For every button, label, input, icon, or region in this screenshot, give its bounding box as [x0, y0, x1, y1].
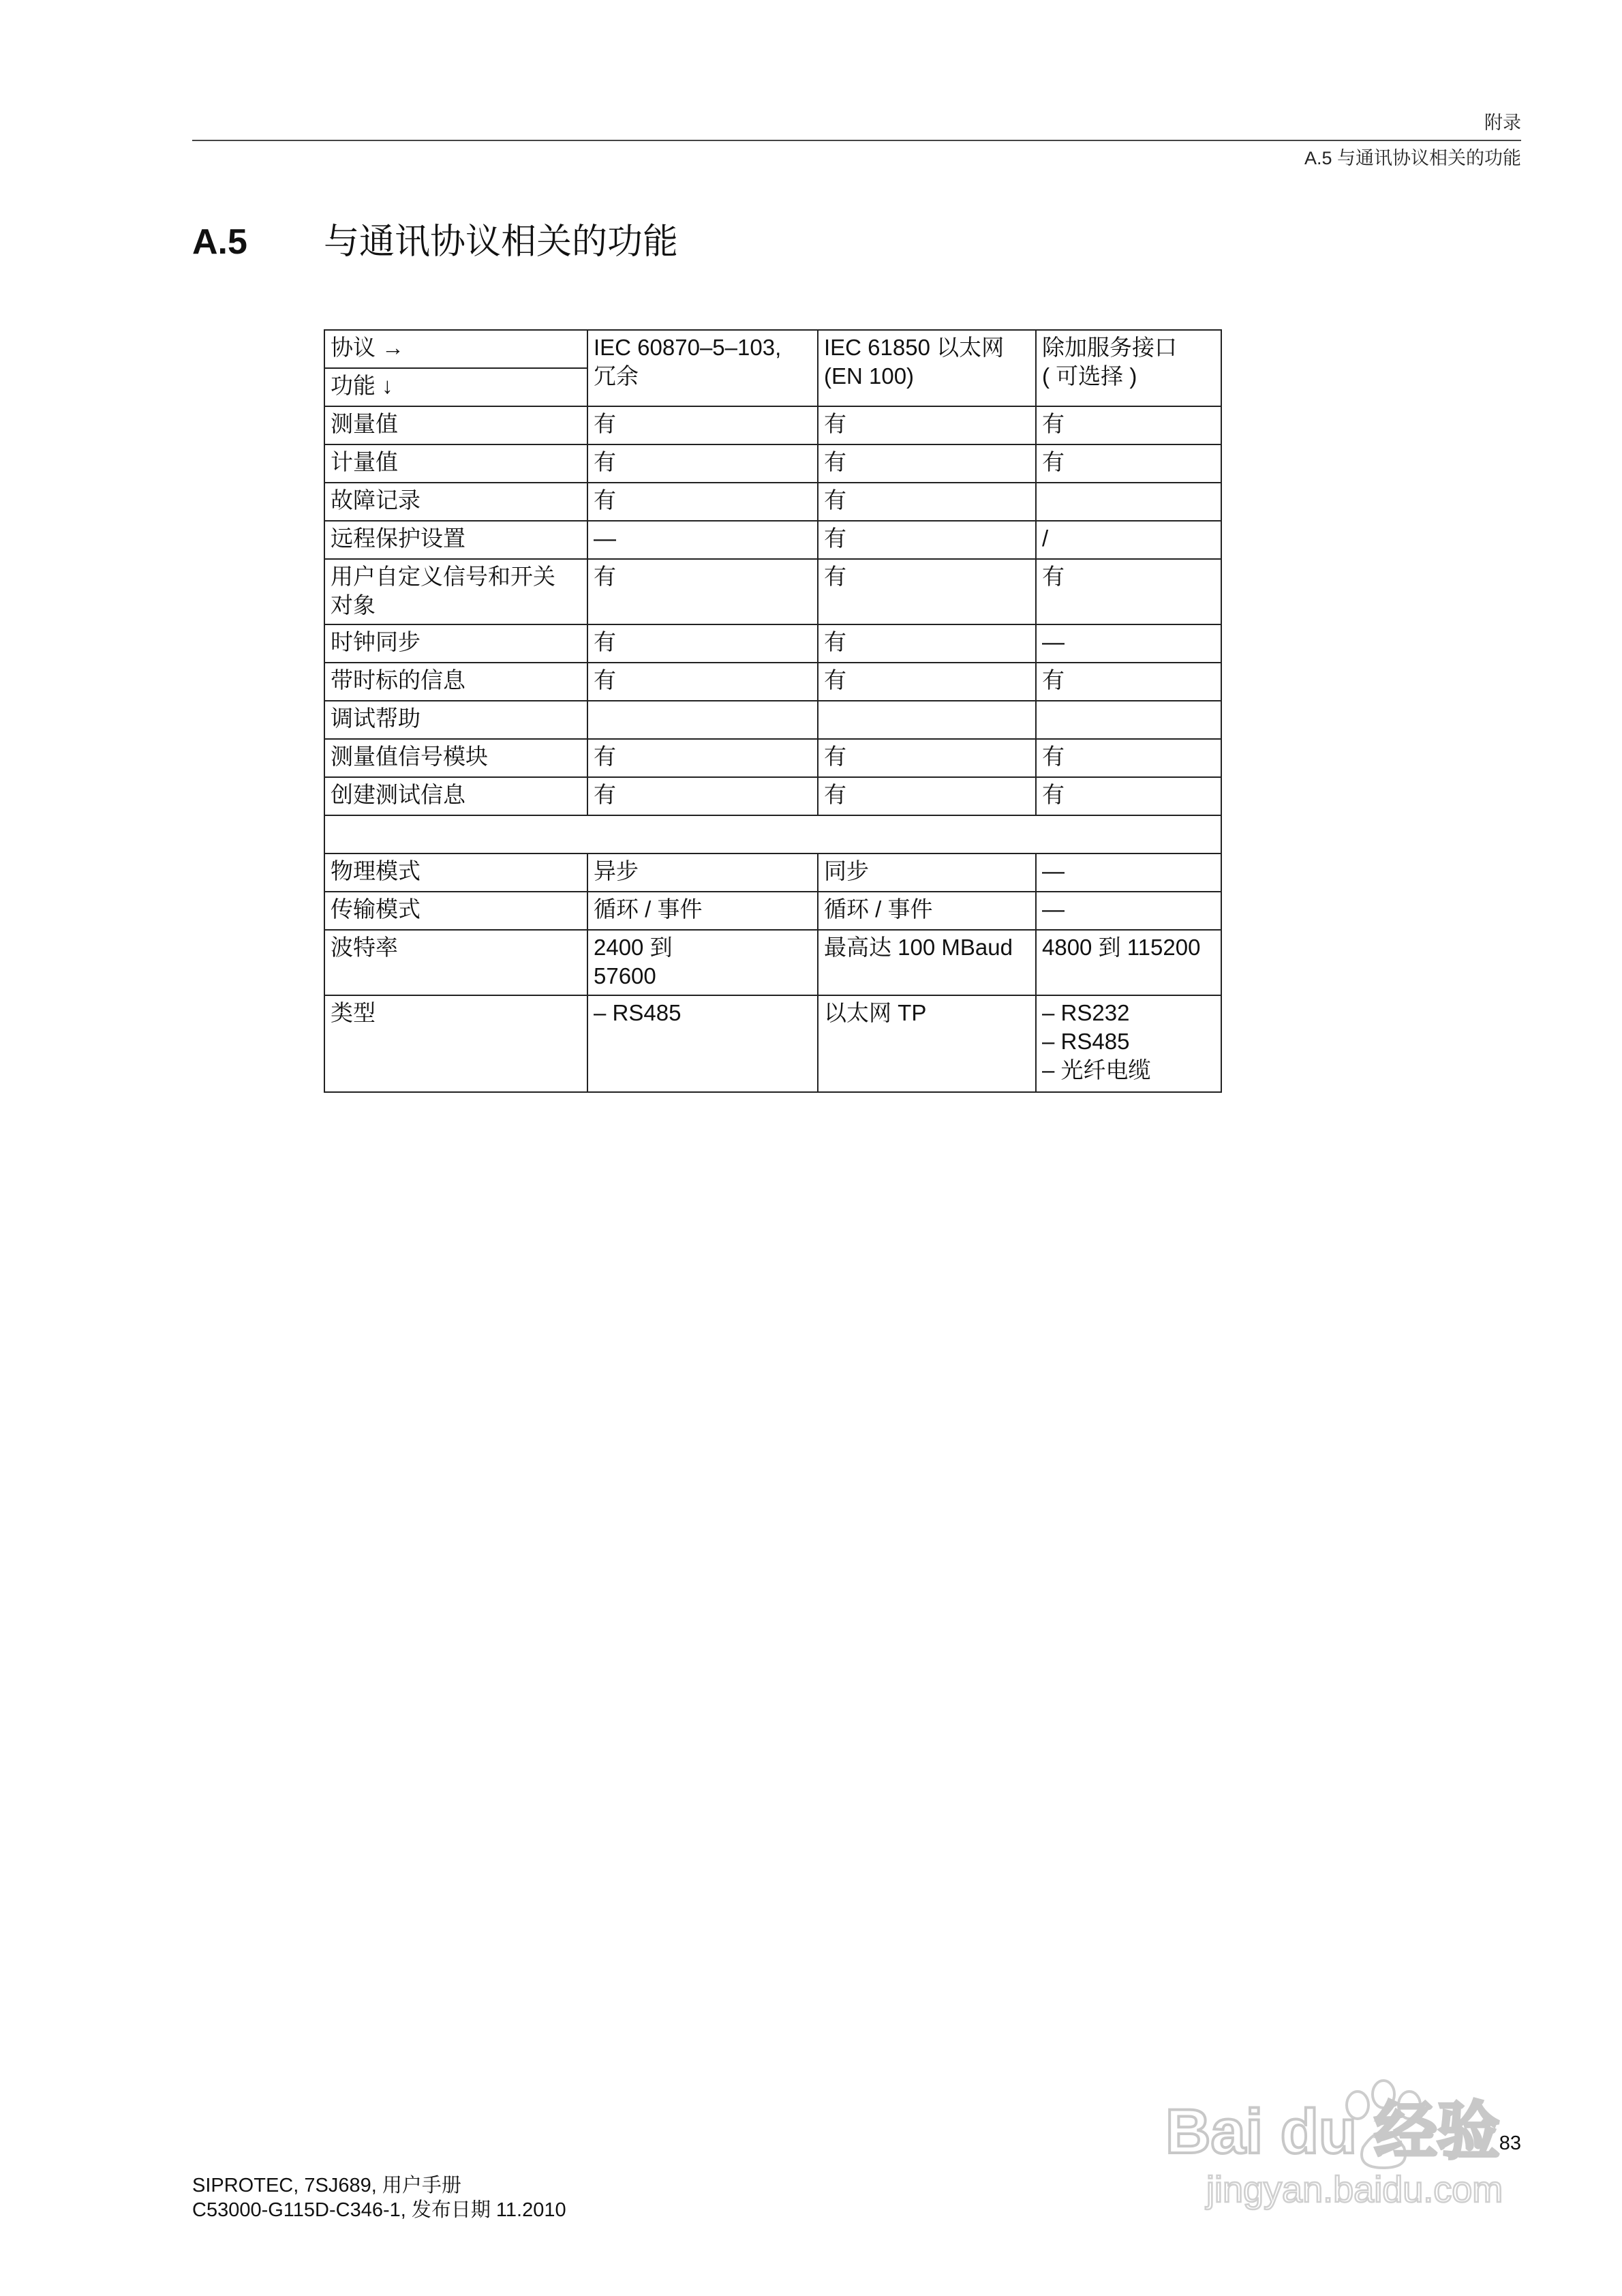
row-label: 时钟同步 [331, 629, 420, 654]
cell-value: 有 [594, 744, 616, 769]
row-label: 物理模式 [331, 858, 420, 883]
header-protocol-label: 协议 → [324, 330, 587, 368]
watermark-url: jingyan.baidu.com [1206, 2169, 1503, 2210]
header-function-label: 功能 ↓ [324, 368, 587, 406]
row-label: 对象 [331, 592, 376, 618]
row-label: 传输模式 [331, 896, 420, 922]
document-footer [192, 2173, 566, 2222]
table-row [324, 701, 1221, 739]
row-value-cell [818, 624, 1036, 663]
table-row [324, 892, 1221, 930]
cell-value: 有 [594, 449, 616, 474]
table-row [324, 406, 1221, 444]
table-row [324, 854, 1221, 892]
cell-value: 4800 到 115200 [1042, 935, 1201, 960]
row-label-cell [324, 930, 587, 995]
row-label-cell [324, 739, 587, 777]
row-value-cell [818, 777, 1036, 815]
row-label-cell [324, 521, 587, 559]
header-divider [192, 140, 1521, 141]
row-label: 故障记录 [331, 487, 420, 513]
table-row [324, 777, 1221, 815]
cell-value: — [1042, 896, 1065, 922]
baidu-jingyan-watermark [1159, 2066, 1527, 2222]
cell-value: 有 [824, 449, 846, 474]
row-value-cell [587, 854, 818, 892]
cell-value: 有 [594, 629, 616, 654]
row-label: 类型 [331, 1000, 376, 1025]
row-label: 测量值 [331, 411, 398, 436]
row-value-cell [1036, 521, 1221, 559]
row-value-cell [818, 739, 1036, 777]
cell-value: 有 [594, 564, 616, 589]
row-value-cell [818, 521, 1036, 559]
cell-value: — [1042, 629, 1065, 654]
cell-value: 有 [824, 487, 846, 513]
cell-value: 有 [1042, 411, 1065, 436]
row-label-cell [324, 854, 587, 892]
row-value-cell [1036, 444, 1221, 483]
row-label: 用户自定义信号和开关 [331, 564, 555, 589]
row-value-cell [1036, 739, 1221, 777]
row-label: 测量值信号模块 [331, 744, 488, 769]
table-row [324, 559, 1221, 624]
cell-value: 有 [1042, 667, 1065, 693]
cell-value: 有 [1042, 564, 1065, 589]
row-value-cell [587, 995, 818, 1092]
cell-value: — [594, 526, 616, 551]
row-label-cell [324, 406, 587, 444]
row-label: 创建测试信息 [331, 782, 465, 807]
row-label-cell [324, 892, 587, 930]
row-value-cell [818, 406, 1036, 444]
row-label-cell [324, 701, 587, 739]
row-value-cell [1036, 892, 1221, 930]
table-row [324, 739, 1221, 777]
row-label-cell [324, 663, 587, 701]
row-value-cell [818, 995, 1036, 1092]
cell-value: 有 [1042, 782, 1065, 807]
row-value-cell [818, 701, 1036, 739]
row-label-cell [324, 559, 587, 624]
row-value-cell [587, 930, 818, 995]
cell-value: 有 [594, 667, 616, 693]
header-service-line2: ( 可选择 ) [1042, 363, 1137, 389]
row-value-cell [1036, 930, 1221, 995]
row-value-cell [818, 559, 1036, 624]
cell-value: 有 [594, 782, 616, 807]
separator-cell [324, 815, 1221, 854]
cell-value: — [1042, 858, 1065, 883]
cell-value: 有 [824, 411, 846, 436]
cell-value: 循环 / 事件 [594, 896, 703, 922]
row-value-cell [818, 663, 1036, 701]
row-value-cell [1036, 854, 1221, 892]
cell-value: 有 [824, 564, 846, 589]
cell-value: 有 [824, 667, 846, 693]
header-iec61850 [818, 330, 1036, 406]
cell-value: 有 [1042, 449, 1065, 474]
header-iec61850-line2: (EN 100) [824, 363, 915, 389]
row-value-cell [587, 559, 818, 624]
table-row [324, 521, 1221, 559]
section-heading [192, 218, 678, 266]
row-label: 调试帮助 [331, 706, 420, 731]
header-service-interface [1036, 330, 1221, 406]
row-label: 远程保护设置 [331, 526, 465, 551]
page-number: 83 [1499, 2132, 1521, 2154]
row-value-cell [587, 521, 818, 559]
cell-value: 57600 [594, 963, 656, 988]
table-row [324, 444, 1221, 483]
table-row [324, 930, 1221, 995]
section-number: A.5 [192, 222, 247, 262]
row-value-cell [587, 444, 818, 483]
cell-value: 有 [824, 744, 846, 769]
row-label-cell [324, 995, 587, 1092]
row-value-cell [1036, 701, 1221, 739]
row-label-cell [324, 483, 587, 521]
row-label: 带时标的信息 [331, 667, 465, 693]
running-header-section: A.5 与通讯协议相关的功能 [1304, 148, 1521, 168]
row-value-cell [818, 483, 1036, 521]
cell-value: 有 [824, 526, 846, 551]
cell-value: 有 [1042, 744, 1065, 769]
table-body [324, 330, 1221, 1092]
cell-value: 有 [594, 487, 616, 513]
row-value-cell [587, 483, 818, 521]
row-value-cell [587, 701, 818, 739]
cell-value: 有 [824, 629, 846, 654]
cell-value: 同步 [824, 858, 869, 883]
row-label-cell [324, 624, 587, 663]
cell-value: / [1042, 526, 1049, 551]
table-row [324, 663, 1221, 701]
cell-value: – 光纤电缆 [1042, 1057, 1151, 1083]
header-iec103-line1: IEC 60870–5–103, [594, 335, 782, 360]
running-header-appendix: 附录 [1484, 112, 1521, 133]
separator-row [324, 815, 1221, 854]
cell-value: 循环 / 事件 [824, 896, 933, 922]
row-value-cell [818, 892, 1036, 930]
row-value-cell [1036, 663, 1221, 701]
table-header-row [324, 330, 1221, 368]
cell-value: 有 [594, 411, 616, 436]
row-value-cell [587, 624, 818, 663]
row-value-cell [1036, 559, 1221, 624]
cell-value: 以太网 TP [824, 1000, 927, 1025]
row-value-cell [818, 854, 1036, 892]
row-value-cell [1036, 777, 1221, 815]
cell-value: – RS485 [594, 1000, 682, 1025]
row-value-cell [818, 930, 1036, 995]
row-label: 计量值 [331, 449, 398, 474]
row-value-cell [818, 444, 1036, 483]
row-value-cell [587, 777, 818, 815]
footer-manual-title: SIPROTEC, 7SJ689, 用户手册 [192, 2175, 461, 2196]
row-value-cell [1036, 995, 1221, 1092]
header-iec61850-line1: IEC 61850 以太网 [824, 335, 1005, 360]
footer-order-number: C53000-G115D-C346-1, 发布日期 11.2010 [192, 2199, 566, 2221]
row-value-cell [587, 406, 818, 444]
table-row [324, 483, 1221, 521]
table-row [324, 624, 1221, 663]
row-value-cell [1036, 406, 1221, 444]
row-value-cell [587, 892, 818, 930]
cell-value: 有 [824, 782, 846, 807]
row-label-cell [324, 444, 587, 483]
protocol-function-table [324, 329, 1222, 1093]
row-label-cell [324, 777, 587, 815]
header-iec103 [587, 330, 818, 406]
row-value-cell [587, 739, 818, 777]
cell-value: 异步 [594, 858, 639, 883]
row-value-cell [587, 663, 818, 701]
cell-value: 最高达 100 MBaud [824, 935, 1013, 960]
row-label: 波特率 [331, 935, 398, 960]
header-service-line1: 除加服务接口 [1042, 335, 1177, 360]
table-row [324, 995, 1221, 1092]
cell-value: – RS485 [1042, 1029, 1130, 1054]
row-value-cell [1036, 624, 1221, 663]
header-iec103-line2: 冗余 [594, 363, 639, 389]
cell-value: 2400 到 [594, 935, 673, 960]
cell-value: – RS232 [1042, 1000, 1130, 1025]
watermark-brand: Bai du 经验 [1165, 2097, 1500, 2166]
row-value-cell [1036, 483, 1221, 521]
section-title: 与通讯协议相关的功能 [324, 222, 679, 262]
